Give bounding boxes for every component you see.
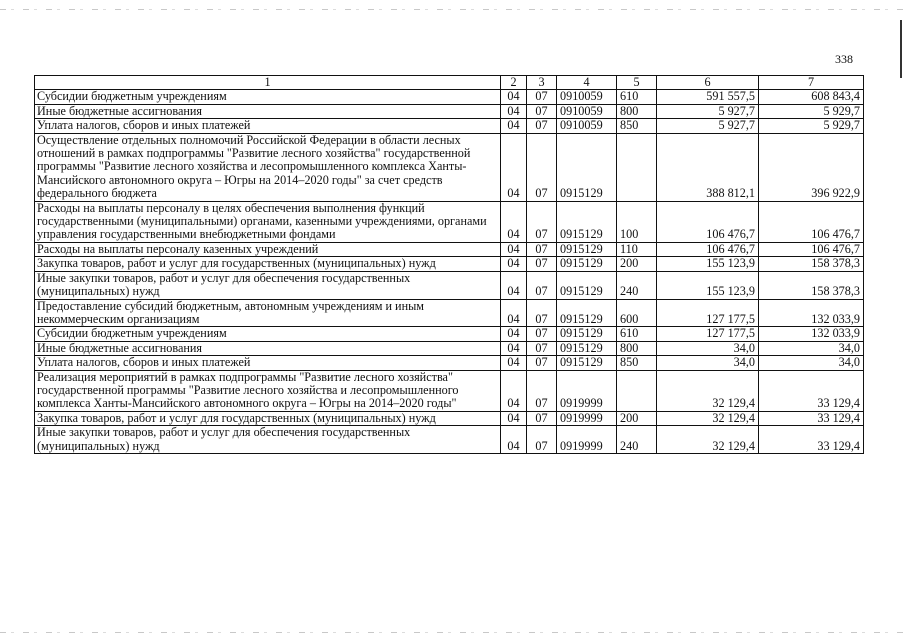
row-target-article: 0915129 [557, 271, 617, 299]
row-subsection: 07 [527, 327, 557, 341]
row-name: Осуществление отдельных полномочий Российской Федерации в области лесных отношений в рамках подпрограммы "Развитие лесного хозяйства" государственной программы "Развитие лесного хозяйства и лесопромышленного комплекса Ханты-Мансийского автономного округа – Югры на 2014–2020 годы" за счет средств федерального бюджета [35, 133, 501, 201]
row-name: Субсидии бюджетным учреждениям [35, 90, 501, 104]
row-amount-1: 155 123,9 [657, 271, 759, 299]
row-section: 04 [501, 271, 527, 299]
scan-artifact-bottom [0, 632, 905, 633]
row-section: 04 [501, 299, 527, 327]
row-name: Иные закупки товаров, работ и услуг для обеспечения государственных (муниципальных) нужд [35, 271, 501, 299]
table-row [35, 356, 864, 370]
row-amount-2: 106 476,7 [759, 242, 864, 256]
table-row [35, 257, 864, 271]
row-target-article: 0919999 [557, 426, 617, 454]
table-row [35, 104, 864, 118]
table-row [35, 299, 864, 327]
row-name: Закупка товаров, работ и услуг для государственных (муниципальных) нужд [35, 411, 501, 425]
row-target-article: 0919999 [557, 370, 617, 411]
row-amount-1: 127 177,5 [657, 327, 759, 341]
row-name: Иные бюджетные ассигнования [35, 341, 501, 355]
row-amount-1: 5 927,7 [657, 119, 759, 133]
row-amount-1: 5 927,7 [657, 104, 759, 118]
row-amount-1: 388 812,1 [657, 133, 759, 201]
row-subsection: 07 [527, 201, 557, 242]
row-subsection: 07 [527, 271, 557, 299]
row-target-article: 0915129 [557, 133, 617, 201]
table-header-row [35, 76, 864, 90]
row-subsection: 07 [527, 242, 557, 256]
row-amount-2: 158 378,3 [759, 257, 864, 271]
row-section: 04 [501, 119, 527, 133]
table-row [35, 90, 864, 104]
row-expense-type: 240 [617, 271, 657, 299]
row-amount-1: 34,0 [657, 341, 759, 355]
row-target-article: 0915129 [557, 201, 617, 242]
header-cell-section: 2 [501, 76, 527, 90]
row-section: 04 [501, 133, 527, 201]
row-target-article: 0910059 [557, 119, 617, 133]
row-target-article: 0915129 [557, 257, 617, 271]
header-cell-name: 1 [35, 76, 501, 90]
row-amount-1: 155 123,9 [657, 257, 759, 271]
page-edge-mark [900, 20, 902, 78]
row-amount-2: 608 843,4 [759, 90, 864, 104]
row-amount-2: 5 929,7 [759, 104, 864, 118]
row-expense-type [617, 370, 657, 411]
row-expense-type: 610 [617, 327, 657, 341]
table-row [35, 370, 864, 411]
row-subsection: 07 [527, 341, 557, 355]
row-amount-2: 132 033,9 [759, 299, 864, 327]
row-section: 04 [501, 90, 527, 104]
row-expense-type: 850 [617, 119, 657, 133]
row-section: 04 [501, 426, 527, 454]
header-cell-amount-1: 6 [657, 76, 759, 90]
row-expense-type: 200 [617, 257, 657, 271]
row-amount-2: 132 033,9 [759, 327, 864, 341]
row-name: Уплата налогов, сборов и иных платежей [35, 356, 501, 370]
row-section: 04 [501, 327, 527, 341]
row-amount-1: 32 129,4 [657, 426, 759, 454]
table-row [35, 411, 864, 425]
row-expense-type: 800 [617, 341, 657, 355]
row-name: Иные закупки товаров, работ и услуг для обеспечения государственных (муниципальных) нужд [35, 426, 501, 454]
row-amount-1: 32 129,4 [657, 370, 759, 411]
row-expense-type: 610 [617, 90, 657, 104]
row-expense-type: 200 [617, 411, 657, 425]
row-amount-2: 396 922,9 [759, 133, 864, 201]
header-cell-subsection: 3 [527, 76, 557, 90]
row-section: 04 [501, 257, 527, 271]
row-amount-2: 33 129,4 [759, 370, 864, 411]
table-row [35, 327, 864, 341]
header-cell-target-article: 4 [557, 76, 617, 90]
row-subsection: 07 [527, 90, 557, 104]
row-expense-type: 850 [617, 356, 657, 370]
scan-artifact-top [0, 9, 905, 10]
page-number: 338 [835, 52, 853, 66]
row-target-article: 0910059 [557, 90, 617, 104]
row-section: 04 [501, 370, 527, 411]
row-target-article: 0915129 [557, 242, 617, 256]
row-target-article: 0915129 [557, 356, 617, 370]
row-amount-1: 34,0 [657, 356, 759, 370]
row-expense-type [617, 133, 657, 201]
table-row [35, 271, 864, 299]
table-row [35, 133, 864, 201]
row-section: 04 [501, 201, 527, 242]
row-subsection: 07 [527, 426, 557, 454]
row-subsection: 07 [527, 119, 557, 133]
row-amount-1: 32 129,4 [657, 411, 759, 425]
table-row [35, 201, 864, 242]
row-subsection: 07 [527, 411, 557, 425]
row-amount-2: 106 476,7 [759, 201, 864, 242]
row-amount-2: 34,0 [759, 341, 864, 355]
row-subsection: 07 [527, 299, 557, 327]
row-expense-type: 110 [617, 242, 657, 256]
row-amount-2: 33 129,4 [759, 411, 864, 425]
row-target-article: 0919999 [557, 411, 617, 425]
row-target-article: 0915129 [557, 327, 617, 341]
row-subsection: 07 [527, 257, 557, 271]
table-row [35, 119, 864, 133]
row-expense-type: 600 [617, 299, 657, 327]
row-name: Расходы на выплаты персоналу казенных учреждений [35, 242, 501, 256]
row-amount-1: 127 177,5 [657, 299, 759, 327]
row-amount-1: 106 476,7 [657, 201, 759, 242]
row-section: 04 [501, 242, 527, 256]
row-name: Расходы на выплаты персоналу в целях обеспечения выполнения функций государственными (муниципальными) органами, казенными учреждениями, органами управления государственными внебюджетными фондами [35, 201, 501, 242]
row-subsection: 07 [527, 370, 557, 411]
row-expense-type: 800 [617, 104, 657, 118]
row-name: Уплата налогов, сборов и иных платежей [35, 119, 501, 133]
row-subsection: 07 [527, 356, 557, 370]
row-target-article: 0915129 [557, 299, 617, 327]
row-amount-2: 33 129,4 [759, 426, 864, 454]
row-subsection: 07 [527, 133, 557, 201]
row-target-article: 0915129 [557, 341, 617, 355]
row-section: 04 [501, 356, 527, 370]
table-row [35, 242, 864, 256]
row-amount-2: 5 929,7 [759, 119, 864, 133]
budget-table [34, 75, 864, 454]
row-amount-1: 106 476,7 [657, 242, 759, 256]
row-name: Субсидии бюджетным учреждениям [35, 327, 501, 341]
row-section: 04 [501, 104, 527, 118]
row-name: Реализация мероприятий в рамках подпрограммы "Развитие лесного хозяйства" государственной программы "Развитие лесного хозяйства и лесопромышленного комплекса Ханты-Мансийского автономного округа – Югры на 2014–2020 годы" [35, 370, 501, 411]
row-name: Предоставление субсидий бюджетным, автономным учреждениям и иным некоммерческим организациям [35, 299, 501, 327]
row-target-article: 0910059 [557, 104, 617, 118]
row-name: Закупка товаров, работ и услуг для государственных (муниципальных) нужд [35, 257, 501, 271]
row-amount-2: 34,0 [759, 356, 864, 370]
row-amount-1: 591 557,5 [657, 90, 759, 104]
row-expense-type: 100 [617, 201, 657, 242]
row-name: Иные бюджетные ассигнования [35, 104, 501, 118]
table-row [35, 341, 864, 355]
row-section: 04 [501, 341, 527, 355]
header-cell-amount-2: 7 [759, 76, 864, 90]
row-section: 04 [501, 411, 527, 425]
table-row [35, 426, 864, 454]
row-amount-2: 158 378,3 [759, 271, 864, 299]
row-subsection: 07 [527, 104, 557, 118]
header-cell-expense-type: 5 [617, 76, 657, 90]
row-expense-type: 240 [617, 426, 657, 454]
